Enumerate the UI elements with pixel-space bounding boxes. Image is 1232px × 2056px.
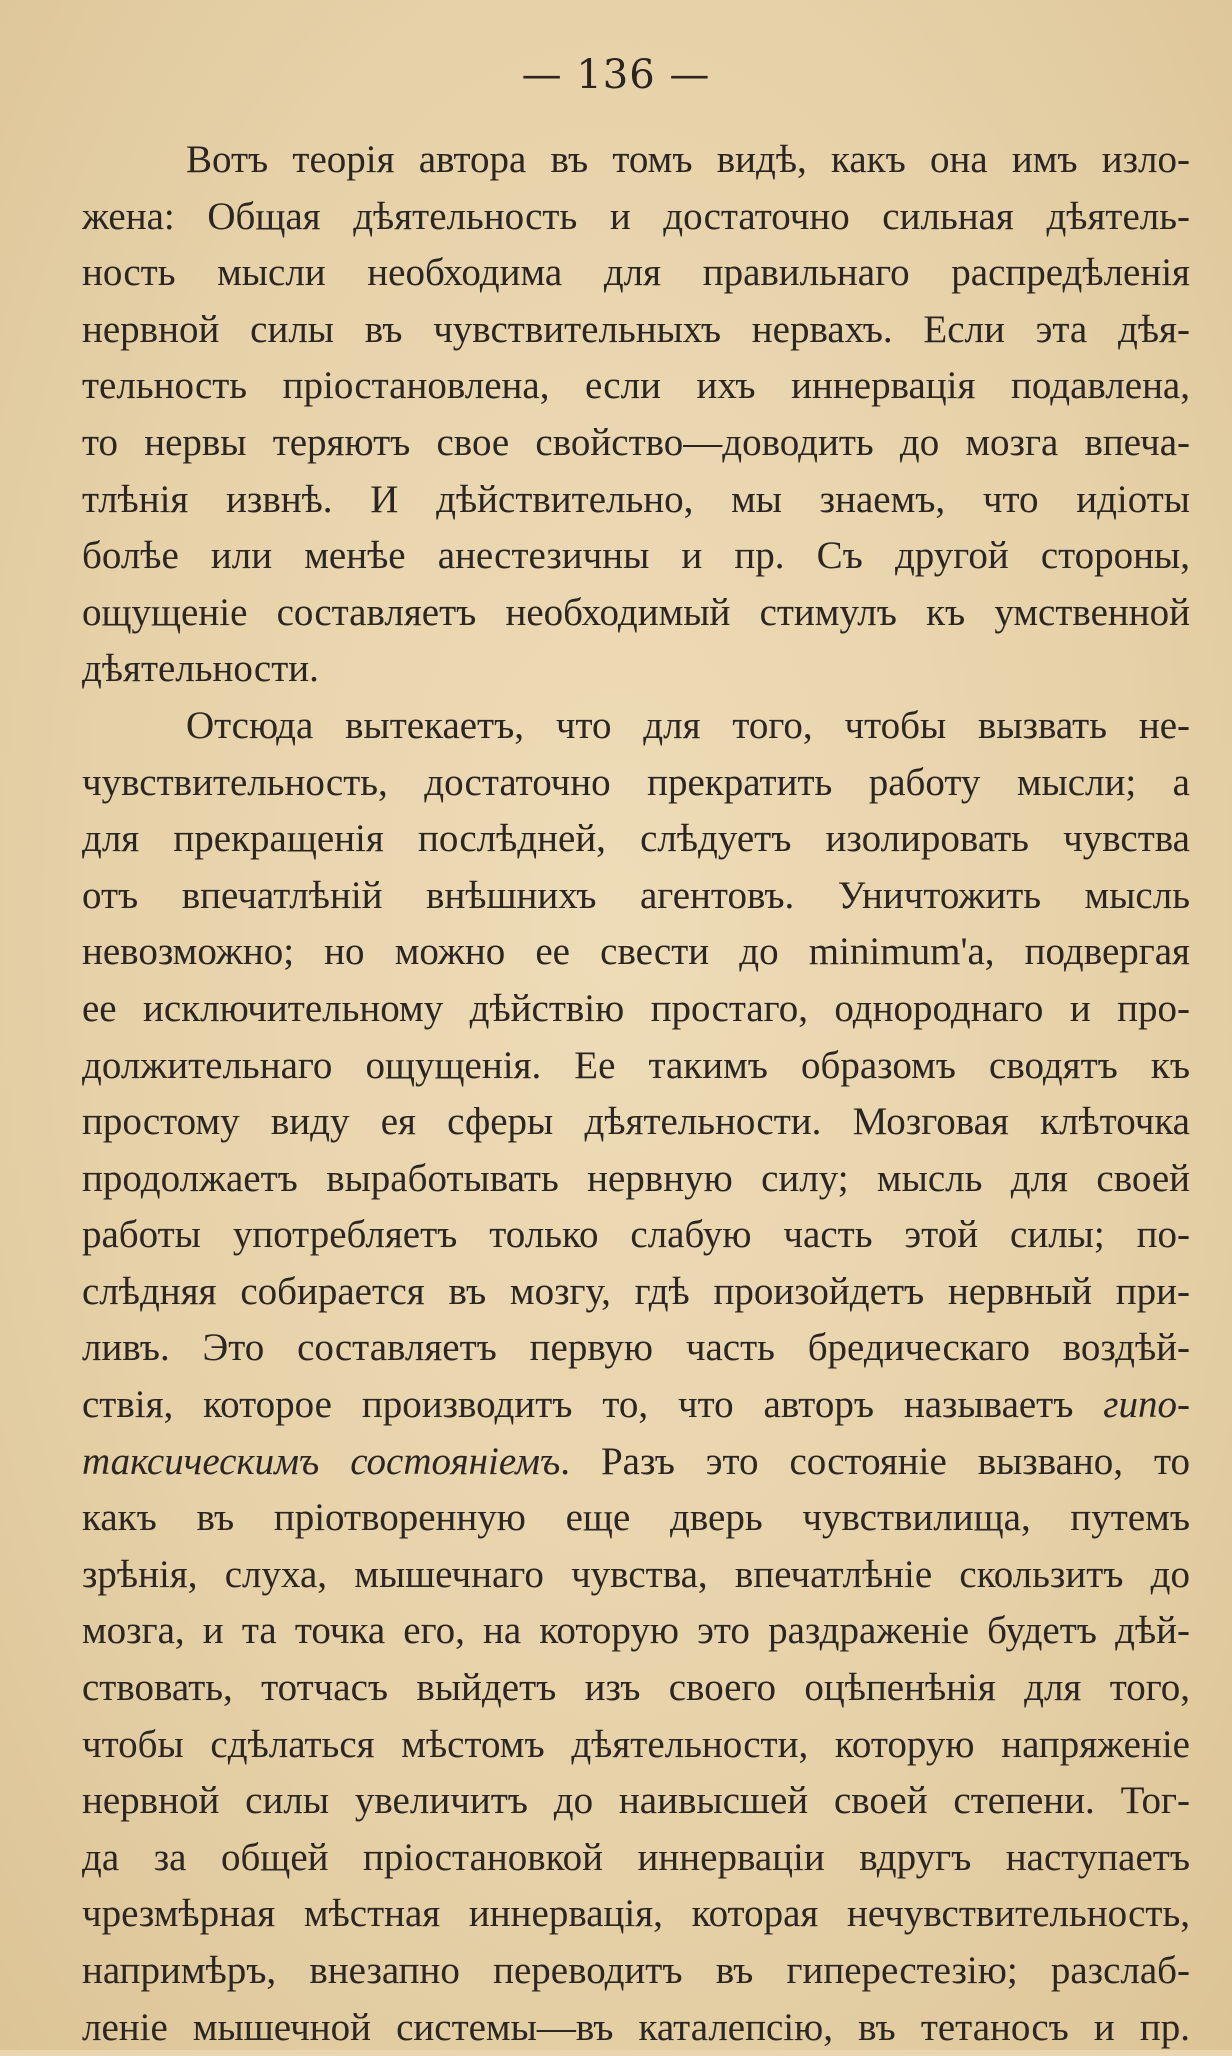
text-line: ощущеніе составляетъ необходимый стимулъ къ умственной bbox=[82, 590, 1190, 634]
text-line: ствовать, тотчасъ выйдетъ изъ своего оцѣпенѣнія для того, bbox=[82, 1666, 1190, 1710]
text-line: отъ впечатлѣній внѣшнихъ агентовъ. Уничтожить мысль bbox=[82, 873, 1190, 917]
page-number: — 136 — bbox=[521, 52, 711, 98]
text-line: чрезмѣрная мѣстная иннервація, которая нечувствительность, bbox=[82, 1892, 1190, 1936]
text-line: дѣятельности. bbox=[82, 647, 319, 691]
text-line: чтобы сдѣлаться мѣстомъ дѣятельности, которую напряженіе bbox=[82, 1722, 1190, 1766]
text-line: ливъ. Это составляетъ первую часть бредическаго воздѣй- bbox=[82, 1326, 1190, 1370]
text-line: мозга, и та точка его, на которую это раздраженіе будетъ дѣй- bbox=[82, 1609, 1190, 1653]
text-line: ность мысли необходима для правильнаго распредѣленія bbox=[82, 251, 1190, 295]
text-line: должительнаго ощущенія. Ее такимъ образомъ сводятъ къ bbox=[82, 1043, 1190, 1087]
text-line: работы употребляетъ только слабую часть этой силы; по- bbox=[82, 1213, 1190, 1257]
text-line: Отсюда вытекаетъ, что для того, чтобы вызвать не- bbox=[186, 703, 1190, 747]
text-line-with-italic bbox=[82, 1434, 1190, 1491]
text-line: нервной силы увеличитъ до наивысшей своей степени. Тог- bbox=[82, 1779, 1190, 1823]
text-line: зрѣнія, слуха, мышечнаго чувства, впечатлѣніе скользитъ до bbox=[82, 1552, 1190, 1596]
text-line: нервной силы въ чувствительныхъ нервахъ. Если эта дѣя- bbox=[82, 307, 1190, 351]
text-line: да за общей пріостановкой иннерваціи вдругъ наступаетъ bbox=[82, 1835, 1190, 1879]
text-line: то нервы теряютъ свое свойство—доводить до мозга впеча- bbox=[82, 420, 1190, 464]
italic-term: таксическимъ состояніемъ bbox=[82, 1439, 561, 1483]
text-segment: . Разъ это состояніе вызвано, то bbox=[560, 1439, 1190, 1483]
text-line: тлѣнія извнѣ. И дѣйствительно, мы знаемъ, что идіоты bbox=[82, 477, 1190, 521]
text-line: продолжаетъ выработывать нервную силу; мысль для своей bbox=[82, 1156, 1190, 1200]
text-line: ее исключительному дѣйствію простаго, однороднаго и про- bbox=[82, 986, 1190, 1030]
text-line: болѣе или менѣе анестезичны и пр. Съ другой стороны, bbox=[82, 534, 1190, 578]
text-line: для прекращенія послѣдней, слѣдуетъ изолировать чувства bbox=[82, 817, 1190, 861]
text-segment: ствія, которое производитъ то, что авторъ называетъ bbox=[82, 1383, 1074, 1427]
text-line: какъ въ пріотворенную еще дверь чувствилища, путемъ bbox=[82, 1496, 1190, 1540]
text-line: чувствительность, достаточно прекратить работу мысли; а bbox=[82, 760, 1190, 804]
text-line: тельность пріостановлена, если ихъ иннервація подавлена, bbox=[82, 364, 1190, 408]
text-line: напримѣръ, внезапно переводитъ въ гиперестезію; разслаб- bbox=[82, 1949, 1190, 1992]
text-line: Вотъ теорія автора въ томъ видѣ, какъ она имъ изло- bbox=[186, 138, 1190, 181]
text-line: жена: Общая дѣятельность и достаточно сильная дѣятель- bbox=[82, 194, 1190, 238]
italic-term: гипо- bbox=[1103, 1383, 1190, 1427]
text-line: невозможно; но можно ее свести до minimum'а, подвергая bbox=[82, 930, 1190, 974]
text-line: леніе мышечной системы—въ каталепсію, въ тетаносъ и пр. bbox=[82, 2005, 1190, 2049]
text-line-with-italic bbox=[82, 1377, 1190, 1434]
body-text bbox=[82, 132, 1190, 2056]
text-line: слѣдняя собирается въ мозгу, гдѣ произойдетъ нервный при- bbox=[82, 1269, 1190, 1313]
text-line: простому виду ея сферы дѣятельности. Мозговая клѣточка bbox=[82, 1100, 1190, 1144]
